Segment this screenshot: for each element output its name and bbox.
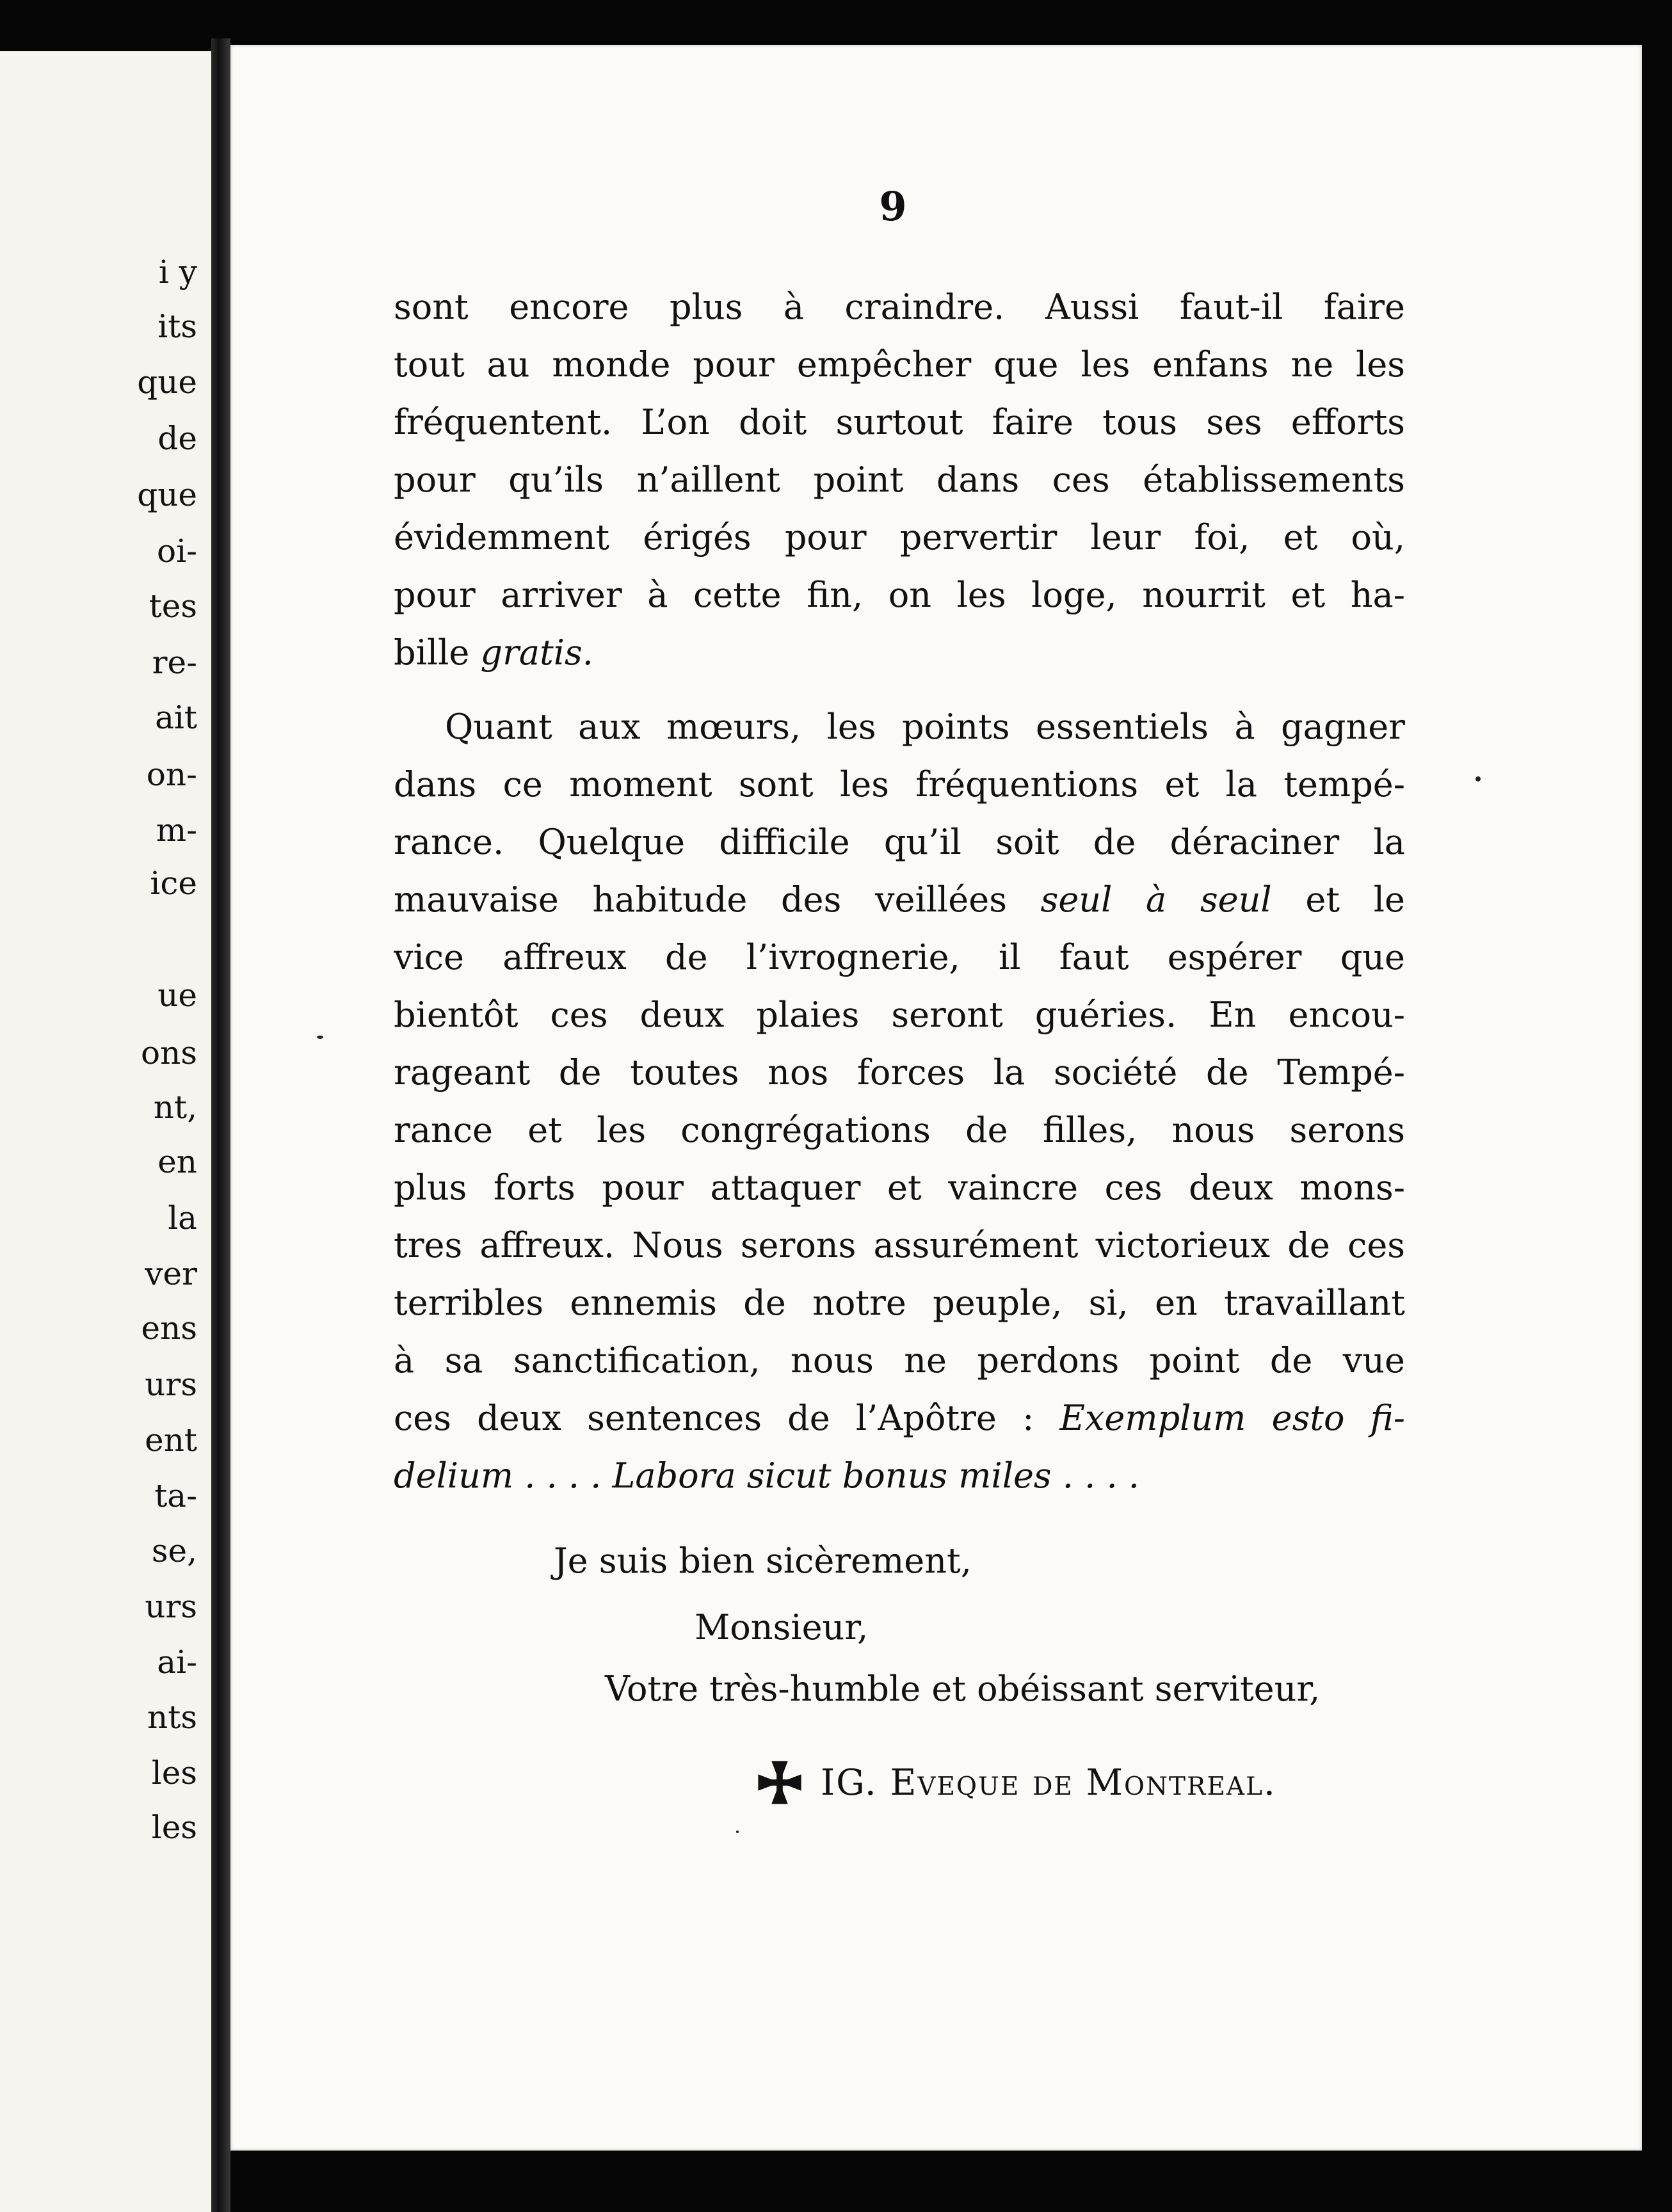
- left-page-fragment: en: [157, 1143, 197, 1180]
- ink-speck: [317, 1036, 323, 1039]
- text-line: pour qu’ils n’aillent point dans ces établissements: [394, 460, 1405, 500]
- text-segment: ces deux sentences de l’Apôtre :: [394, 1398, 1034, 1438]
- closing-line-3: Votre très-humble et obéissant serviteur,: [605, 1669, 1321, 1709]
- closing-salutation: Monsieur,: [695, 1607, 869, 1647]
- left-facing-page: [0, 51, 211, 2212]
- text-line: rageant de toutes nos forces la société de Tempé-: [394, 1052, 1405, 1093]
- text-line: sont encore plus à craindre. Aussi faut-il faire: [394, 287, 1405, 327]
- left-page-fragment: urs: [145, 1588, 197, 1625]
- left-page-fragment: i y: [158, 253, 197, 291]
- left-page-fragment: ta-: [154, 1477, 197, 1514]
- text-line: pour arriver à cette fin, on les loge, nourrit et ha-: [394, 575, 1405, 615]
- left-page-fragment: ons: [141, 1034, 197, 1071]
- text-line: tout au monde pour empêcher que les enfans ne les: [394, 344, 1405, 385]
- left-page-fragment: re-: [152, 644, 197, 681]
- left-page-fragment: nts: [147, 1699, 197, 1736]
- maltese-cross-icon: [754, 1757, 805, 1808]
- text-line: bientôt ces deux plaies seront guéries. En encou-: [394, 995, 1405, 1035]
- text-line: plus forts pour attaquer et vaincre ces deux mons-: [394, 1167, 1405, 1208]
- text-line: évidemment érigés pour pervertir leur foi, et où,: [394, 517, 1405, 557]
- text-line: vice affreux de l’ivrognerie, il faut espérer que: [394, 937, 1405, 977]
- left-page-fragment: que: [137, 364, 197, 401]
- closing-line-1: Je suis bien sicèrement,: [554, 1541, 972, 1581]
- text-line: [394, 871, 1405, 929]
- italic-text: seul à seul: [1040, 879, 1272, 920]
- text-line: à sa sanctification, nous ne perdons point de vue: [394, 1340, 1405, 1381]
- left-page-fragment: ait: [155, 699, 197, 736]
- text-line: [394, 1447, 1405, 1505]
- text-line: Quant aux mœurs, les points essentiels à gagner: [445, 707, 1405, 747]
- text-line: rance. Quelque difficile qu’il soit de déraciner la: [394, 822, 1405, 862]
- left-page-fragment: les: [151, 1809, 197, 1846]
- text-segment: bille: [394, 632, 470, 673]
- left-page-fragment: ice: [150, 865, 197, 902]
- text-line: [394, 624, 1405, 682]
- left-page-fragment: ent: [145, 1422, 197, 1459]
- binding-gutter: [211, 38, 230, 2212]
- left-page-fragment: nt,: [153, 1089, 197, 1126]
- left-page-fragment: la: [168, 1199, 197, 1237]
- text-line: dans ce moment sont les fréquentions et la tempé-: [394, 764, 1405, 805]
- left-page-fragment: se,: [151, 1532, 197, 1569]
- left-page-fragment: de: [157, 420, 197, 457]
- letter-body: [394, 278, 1405, 1505]
- text-segment: et le: [1305, 879, 1405, 920]
- signature-block: [754, 1757, 1276, 1808]
- text-line: terribles ennemis de notre peuple, si, en travaillant: [394, 1283, 1405, 1323]
- italic-text: Exemplum esto fi-: [1059, 1398, 1405, 1438]
- left-page-fragment: ai-: [157, 1644, 197, 1681]
- paragraph-2: [394, 698, 1405, 1505]
- left-page-fragment: ver: [145, 1255, 197, 1292]
- left-page-fragment: tes: [149, 588, 197, 625]
- text-line: rance et les congrégations de filles, nous serons: [394, 1110, 1405, 1150]
- paragraph-1: [394, 278, 1405, 682]
- ink-speck: [736, 1831, 739, 1833]
- text-line: [394, 1390, 1405, 1447]
- ink-speck: [1475, 776, 1481, 781]
- italic-text: delium . . . . Labora sicut bonus miles . . . .: [394, 1455, 1139, 1496]
- left-page-fragment: m-: [156, 812, 197, 849]
- text-line: fréquentent. L’on doit surtout faire tous ses efforts: [394, 402, 1405, 442]
- left-page-fragment: ue: [157, 977, 197, 1014]
- page-number: 9: [879, 183, 907, 230]
- left-page-fragment: ens: [141, 1310, 197, 1347]
- left-page-fragment: que: [137, 476, 197, 513]
- left-page-fragment: its: [157, 308, 197, 345]
- left-page-fragment: urs: [145, 1366, 197, 1403]
- left-page-fragment: oi-: [157, 533, 197, 570]
- text-line: tres affreux. Nous serons assurément victorieux de ces: [394, 1225, 1405, 1265]
- signature: IG. Eveque de Montreal.: [821, 1761, 1276, 1804]
- left-page-fragment: les: [151, 1754, 197, 1791]
- text-segment: mauvaise habitude des veillées: [394, 879, 1007, 920]
- left-page-fragment: on-: [146, 756, 197, 793]
- italic-text: gratis.: [480, 632, 593, 673]
